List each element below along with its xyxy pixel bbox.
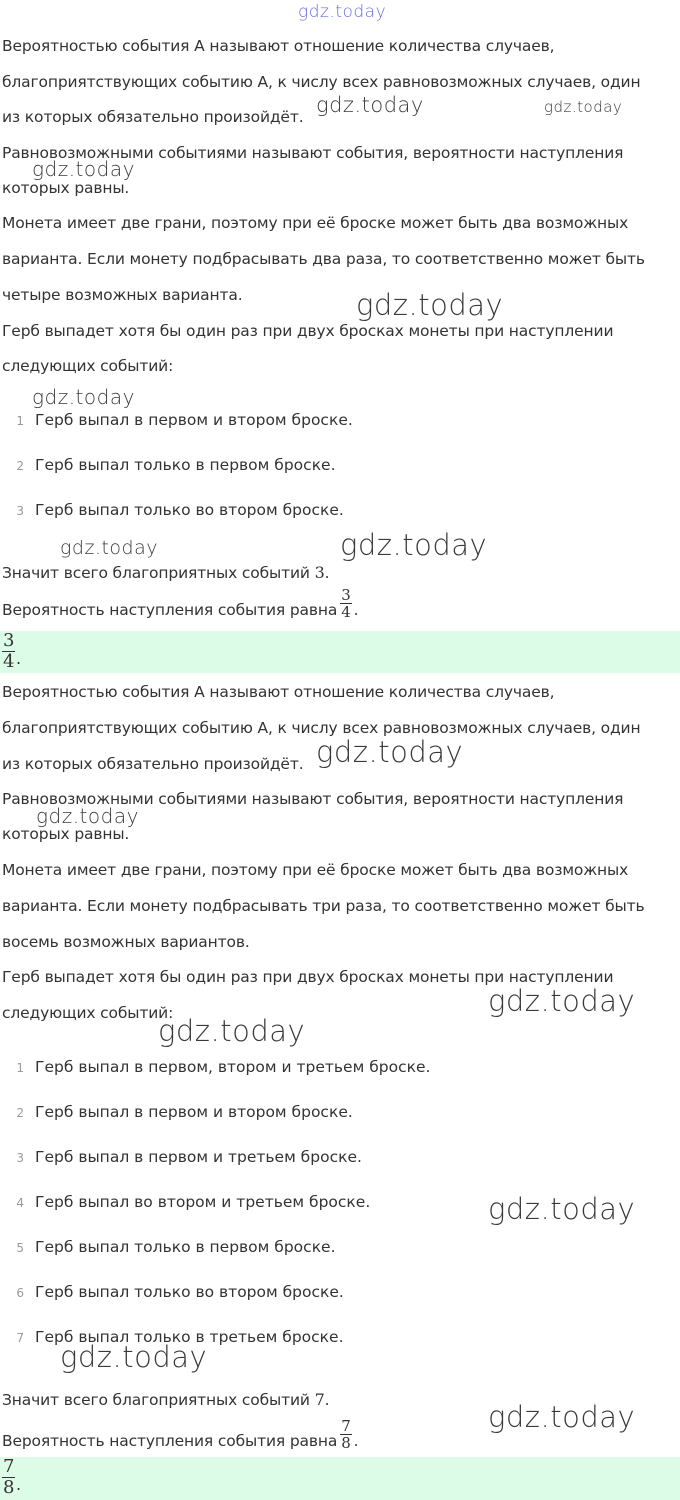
list-item — [0, 1102, 353, 1123]
watermark: gdz.today — [32, 157, 135, 181]
watermark: gdz.today — [32, 385, 135, 409]
total-favorable-dot: . — [324, 564, 330, 582]
watermark: gdz.today — [544, 98, 623, 116]
probability-fraction — [340, 587, 351, 620]
list-item-text: Герб выпал только в первом броске. — [35, 456, 336, 474]
list-item-text: Герб выпал только в первом броске. — [35, 1238, 336, 1256]
answer-dot: . — [16, 1475, 22, 1494]
coin-text-line-3: восемь возможных вариантов. — [2, 933, 250, 951]
events-intro-line-1: Герб выпадет хотя бы один раз при двух бросках монеты при наступлении — [2, 968, 614, 986]
coin-text-line-2: варианта. Если монету подбрасывать три раза, то соответственно может быть — [2, 897, 645, 915]
answer-denominator: 4 — [3, 651, 15, 672]
events-intro-line-1: Герб выпадет хотя бы один раз при двух бросках монеты при наступлении — [2, 322, 614, 340]
events-intro-line-2: следующих событий: — [2, 1004, 174, 1022]
answer-fraction — [2, 631, 15, 672]
list-item — [0, 455, 336, 476]
list-item — [0, 1237, 336, 1258]
definition-probability-line-3: из которых обязательно произойдёт. — [2, 755, 304, 773]
list-item-text: Герб выпал только во втором броске. — [35, 1283, 344, 1301]
fraction-numerator: 7 — [341, 1417, 351, 1435]
list-item — [0, 1192, 370, 1213]
watermark: gdz.today — [316, 93, 424, 117]
list-item — [0, 500, 344, 521]
list-item-text: Герб выпал в первом и третьем броске. — [35, 1148, 362, 1166]
fraction-denominator: 8 — [341, 1434, 351, 1452]
list-item-text: Герб выпал только в третьем броске. — [35, 1328, 344, 1346]
watermark: gdz.today — [488, 984, 636, 1018]
list-item — [0, 1147, 362, 1168]
coin-text-line-3: четыре возможных варианта. — [2, 286, 243, 304]
answer-box — [0, 1457, 680, 1500]
answer-fraction — [2, 1457, 15, 1498]
watermark: gdz.today — [316, 735, 464, 769]
probability-label: Вероятность наступления события равна — [2, 1432, 338, 1450]
list-item-text: Герб выпал в первом и втором броске. — [35, 1103, 353, 1121]
watermark: gdz.today — [60, 537, 158, 559]
definition-equiprobable-line-2: которых равны. — [2, 179, 130, 197]
list-item — [0, 1057, 430, 1078]
list-item-number: 4 — [16, 1196, 24, 1210]
watermark: gdz.today — [488, 1400, 636, 1434]
coin-text-line-1: Монета имеет две грани, поэтому при её броске может быть два возможных — [2, 861, 629, 879]
list-item — [0, 410, 353, 431]
list-item-text: Герб выпал только во втором броске. — [35, 501, 344, 519]
watermark: gdz.today — [356, 288, 504, 322]
events-intro-line-2: следующих событий: — [2, 357, 174, 375]
probability-label: Вероятность наступления события равна — [2, 601, 338, 619]
fraction-numerator: 3 — [341, 586, 351, 604]
list-item-number: 1 — [16, 1061, 24, 1075]
answer-dot: . — [16, 649, 22, 668]
watermark: gdz.today — [298, 2, 387, 22]
total-favorable-value: 3 — [314, 563, 325, 582]
definition-probability-line-1: Вероятностью события А называют отношение количества случаев, — [2, 683, 555, 701]
total-favorable-value: 7 — [314, 1390, 325, 1409]
definition-equiprobable-line-1: Равновозможными событиями называют события, вероятности наступления — [2, 144, 624, 162]
definition-probability-line-1: Вероятностью события А называют отношение количества случаев, — [2, 37, 555, 55]
definition-probability-line-3: из которых обязательно произойдёт. — [2, 108, 304, 126]
total-favorable-line — [2, 1390, 329, 1410]
total-favorable-line — [2, 563, 329, 583]
definition-equiprobable-line-2: которых равны. — [2, 825, 130, 843]
total-favorable-label: Значит всего благоприятных событий — [2, 564, 310, 582]
probability-line — [2, 1417, 359, 1452]
total-favorable-label: Значит всего благоприятных событий — [2, 1391, 310, 1409]
list-item-number: 6 — [16, 1286, 24, 1300]
watermark: gdz.today — [340, 528, 488, 562]
list-item-number: 2 — [16, 459, 24, 473]
total-favorable-dot: . — [324, 1391, 330, 1409]
coin-text-line-2: варианта. Если монету подбрасывать два раза, то соответственно может быть — [2, 250, 645, 268]
probability-dot: . — [353, 601, 359, 619]
list-item-text: Герб выпал в первом и втором броске. — [35, 411, 353, 429]
definition-equiprobable-line-1: Равновозможными событиями называют события, вероятности наступления — [2, 790, 624, 808]
watermark: gdz.today — [158, 1014, 306, 1048]
probability-line — [2, 586, 359, 621]
list-item — [0, 1282, 344, 1303]
list-item-number: 3 — [16, 504, 24, 518]
coin-text-line-1: Монета имеет две грани, поэтому при её броске может быть два возможных — [2, 214, 629, 232]
answer-box — [0, 631, 680, 673]
answer-numerator: 7 — [3, 1457, 15, 1477]
definition-probability-line-2: благоприятствующих событию А, к числу всех равновозможных случаев, один — [2, 73, 641, 91]
list-item-number: 1 — [16, 414, 24, 428]
list-item-number: 7 — [16, 1331, 24, 1345]
list-item-text: Герб выпал во втором и третьем броске. — [35, 1193, 371, 1211]
list-item-text: Герб выпал в первом, втором и третьем броске. — [35, 1058, 431, 1076]
list-item-number: 5 — [16, 1241, 24, 1255]
answer-denominator: 8 — [3, 1477, 15, 1498]
probability-dot: . — [353, 1432, 359, 1450]
probability-fraction — [340, 1418, 351, 1451]
definition-probability-line-2: благоприятствующих событию А, к числу всех равновозможных случаев, один — [2, 719, 641, 737]
list-item-number: 3 — [16, 1151, 24, 1165]
answer-numerator: 3 — [3, 631, 15, 651]
list-item-number: 2 — [16, 1106, 24, 1120]
fraction-denominator: 4 — [341, 603, 351, 621]
watermark: gdz.today — [36, 804, 139, 828]
watermark: gdz.today — [60, 1340, 208, 1374]
watermark: gdz.today — [488, 1192, 636, 1226]
